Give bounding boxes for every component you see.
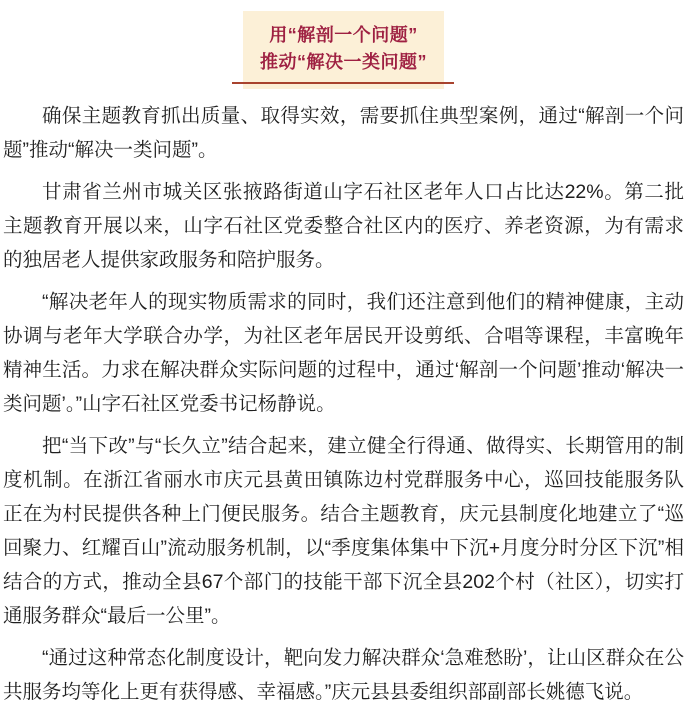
- article-header: [0, 0, 687, 89]
- article-title-line-2: 推动“解决一类问题”: [260, 52, 427, 72]
- article-paragraph-1: 确保主题教育抓出质量、取得实效，需要抓住典型案例，通过“解剖一个问题”推动“解决一类问题”。: [3, 105, 684, 161]
- article-paragraph-3: “解决老年人的现实物质需求的同时，我们还注意到他们的精神健康，主动协调与老年大学联合办学，为社区老年居民开设剪纸、合唱等课程，丰富晚年精神生活。力求在解决群众实际问题的过程中，通过‘解剖一个问题’推动‘解决一类问题’。”山字石社区党委书记杨静说。: [3, 291, 684, 415]
- article-paragraph-5: “通过这种常态化制度设计，靶向发力解决群众‘急难愁盼’，让山区群众在公共服务均等化上更有获得感、幸福感。”庆元县县委组织部副部长姚德飞说。: [3, 647, 684, 703]
- article-title-line-1: 用“解剖一个问题”: [269, 25, 418, 45]
- article-paragraph-4: 把“当下改”与“长久立”结合起来，建立健全行得通、做得实、长期管用的制度机制。在浙江省丽水市庆元县黄田镇陈边村党群服务中心，巡回技能服务队正在为村民提供各种上门便民服务。结合主题教育，庆元县制度化地建立了“巡回聚力、红耀百山”流动服务机制，以“季度集体集中下沉+月度分时分区下沉”相结合的方式，推动全县67个部门的技能干部下沉全县202个村（社区），切实打通服务群众“最后一公里”。: [3, 435, 684, 627]
- title-underline-rule: [232, 82, 454, 84]
- article-body: [0, 99, 687, 709]
- title-box: [243, 11, 444, 89]
- article-paragraph-2: 甘肃省兰州市城关区张掖路街道山字石社区老年人口占比达22%。第二批主题教育开展以来，山字石社区党委整合社区内的医疗、养老资源，为有需求的独居老人提供家政服务和陪护服务。: [3, 181, 684, 271]
